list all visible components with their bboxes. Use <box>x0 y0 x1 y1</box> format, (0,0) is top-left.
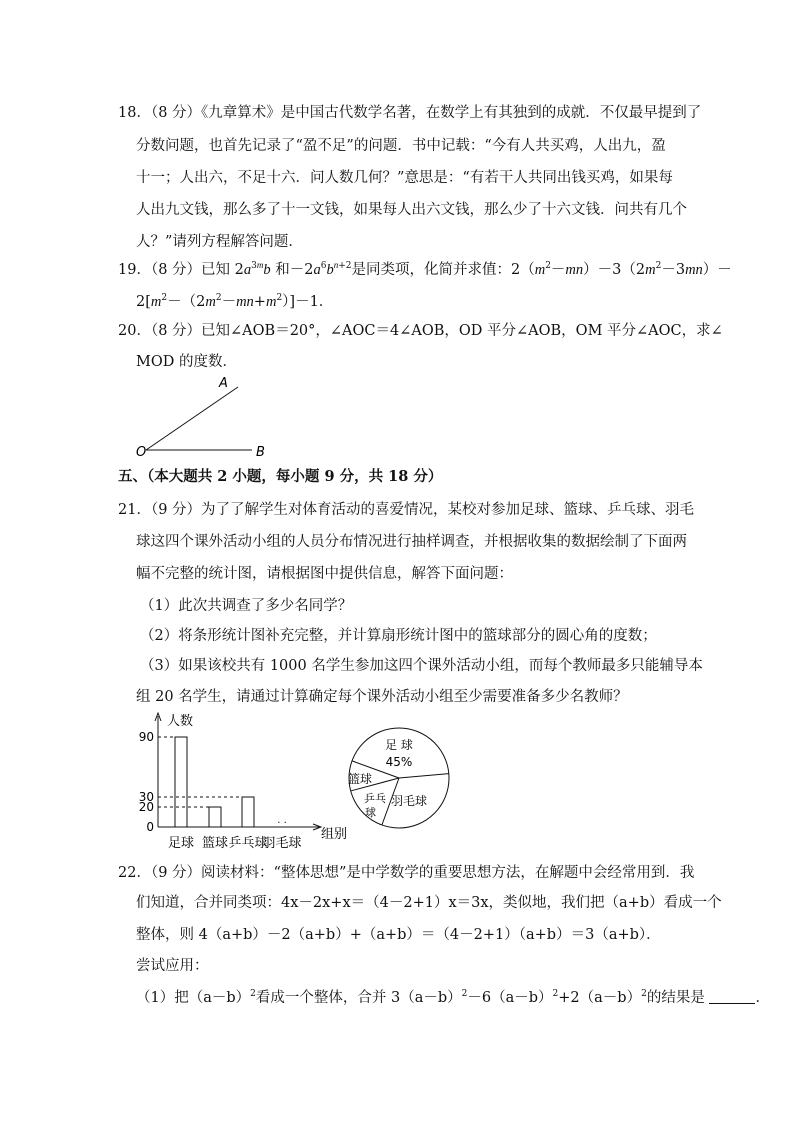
q22-line-5: （1）把$(a-b)^2$看成一个整体，合并 $3(a-b)^2-6(a-b)^2+2(a-b)^2$的结果是 ． <box>136 989 770 1006</box>
y-tick-label: 30 <box>138 790 154 804</box>
q21-sub-3b: 组 20 名学生，请通过计算确定每个课外活动小组至少需要准备多少名教师？ <box>136 689 628 705</box>
q20-line-2: MOD 的度数． <box>136 354 237 370</box>
bar-1 <box>209 807 221 827</box>
y-tick-label: 20 <box>138 800 154 814</box>
q22-line-4: 尝试应用： <box>136 958 209 974</box>
x-tick-label: 足球 <box>167 836 195 851</box>
bar-chart <box>136 708 356 856</box>
angle-figure <box>128 372 278 460</box>
q22-line-1: 22．（9 分）阅读材料：“整体思想”是中学数学的重要思想方法，在解题中会经常用到．我 <box>118 865 695 881</box>
y-tick-label: 0 <box>146 820 154 834</box>
q18-line-4: 人出九文钱，那么多了十一文钱，如果每人出六文钱，那么少了十六文钱．问共有几个 <box>136 202 687 218</box>
q21-sub-2: （2）将条形统计图补充完整，并计算扇形统计图中的篮球部分的圆心角的度数； <box>140 628 657 644</box>
missing-bar-dots: . . <box>277 815 287 826</box>
ray-oa <box>146 387 238 450</box>
pie-label-badminton: 羽毛球 <box>391 794 428 808</box>
q18-line-1: 18．（8 分）《九章算术》是中国古代数学名著，在数学上有其独到的成就．不仅最早提到了 <box>118 105 702 121</box>
q18-line-5: 人？”请列方程解答问题． <box>136 234 303 250</box>
q18-line-3: 十一；人出六，不足十六．问人数几何？”意思是：“有若干人共同出钱买鸡，如果每 <box>136 170 673 186</box>
bar-2 <box>242 797 254 827</box>
y-axis-title: 人数 <box>167 714 194 729</box>
pie-value-football: 45% <box>385 755 413 769</box>
q21-sub-3a: （3）如果该校共有 1000 名学生参加这四个课外活动小组，而每个教师最多只能辅导本 <box>140 658 703 674</box>
point-a-label: A <box>219 376 228 391</box>
pie-slice-boundary-0 <box>399 774 449 778</box>
pie-label-pingpong-line1: 乒乓 <box>364 792 386 805</box>
q21-line-3: 幅不完整的统计图，请根据图中提供信息，解答下面问题： <box>136 566 513 582</box>
x-tick-label: 乒乓球 <box>228 836 268 851</box>
q21-line-2: 球这四个课外活动小组的人员分布情况进行抽样调查，并根据收集的数据绘制了下面两 <box>136 534 687 550</box>
pie-label-football: 足 球 <box>385 738 413 752</box>
q19-line-2: $2[m^2-(2m^2-mn+m^2)]-1$． <box>136 293 334 310</box>
pie-label-pingpong-line2: 球 <box>365 806 376 819</box>
y-tick-label: 90 <box>138 730 154 744</box>
section-five-heading: 五、（本大题共 2 小题，每小题 9 分，共 18 分） <box>118 468 443 485</box>
x-axis-title: 组别 <box>321 827 348 842</box>
q21-sub-1: （1）此次共调查了多少名同学？ <box>140 598 353 614</box>
q18-line-2: 分数问题，也首先记录了“盈不足”的问题．书中记载：“今有人共买鸡，人出九，盈 <box>136 138 666 154</box>
x-tick-label: 篮球 <box>201 836 229 851</box>
bar-0 <box>175 737 187 827</box>
q22-line-2: 们知道，合并同类项：4x－2x+x＝（4－2+1）x＝3x，类似地，我们把（a+b）看成一个 <box>136 895 722 911</box>
q22-line-3: 整体，则 4（a+b）－2（a+b）+（a+b）＝（4－2+1）（a+b）＝3（a+b）． <box>136 927 661 943</box>
pie-chart <box>338 726 460 830</box>
q21-line-1: 21．（9 分）为了了解学生对体育活动的喜爱情况，某校对参加足球、篮球、乒乓球、羽毛 <box>118 502 695 518</box>
q19-line-1: 19．（8 分）已知 $2a^{3m}b$ 和$-2a^6b^{n+2}$是同类项，化简并求值：$2(m^2-mn)-3(2m^2-3mn)-$ <box>118 260 732 278</box>
point-b-label: B <box>256 445 265 460</box>
answer-blank[interactable] <box>709 989 755 1004</box>
pie-label-basketball: 篮球 <box>348 772 373 786</box>
x-tick-label: 羽毛球 <box>262 836 302 851</box>
point-o-label: O <box>136 445 147 460</box>
q20-line-1: 20．（8 分）已知∠AOB＝20°，∠AOC＝4∠AOB，OD 平分∠AOB，OM 平分∠AOC，求∠ <box>118 323 723 339</box>
